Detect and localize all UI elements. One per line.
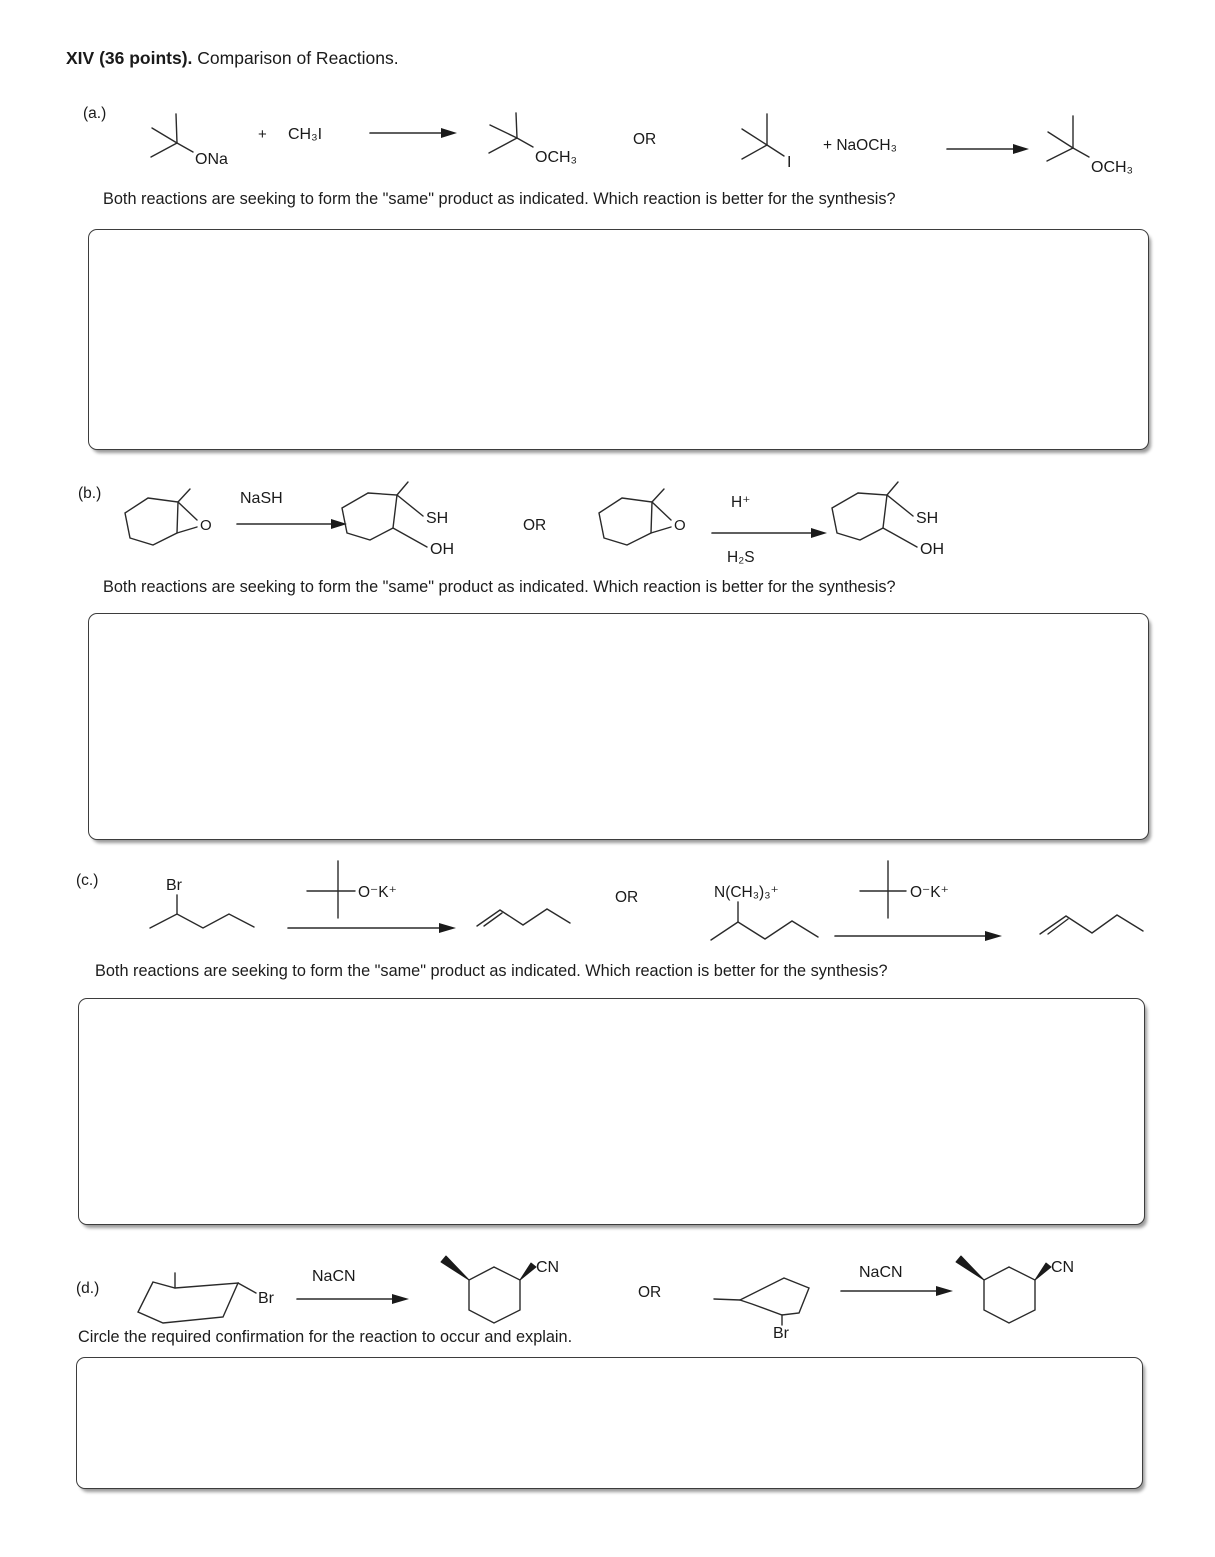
or-label-b: OR [523, 517, 547, 534]
question-d: Circle the required confirmation for the reaction to occur and explain. [78, 1328, 573, 1346]
structure-thiol-alcohol-2 [832, 482, 944, 558]
or-label-d: OR [638, 1284, 662, 1301]
och3-label-1: OCH₃ [535, 149, 578, 166]
tbuok-label-1: O⁻K⁺ [358, 884, 397, 901]
or-label-a: OR [633, 131, 657, 148]
oh-label-2: OH [920, 541, 944, 558]
ona-label: ONa [195, 151, 228, 168]
question-c: Both reactions are seeking to form the "same" product as indicated. Which reaction is better for the synthesis? [95, 962, 888, 980]
reaction-arrow-c2 [835, 931, 1002, 941]
nash-label: NaSH [240, 490, 283, 507]
structure-thiol-alcohol-1 [342, 482, 454, 558]
reaction-scheme-a [0, 95, 1215, 187]
reaction-arrow-a1 [370, 128, 457, 138]
br-label-c: Br [166, 877, 182, 894]
br-label-d1: Br [258, 1290, 274, 1307]
ch3i-label: CH₃I [288, 126, 323, 143]
structure-tbutoxide-sodium [151, 114, 228, 168]
answer-box-b[interactable] [88, 613, 1149, 840]
structure-bromocyclohexane-chair-2 [714, 1278, 809, 1342]
structure-1-pentene-1 [477, 909, 570, 926]
structure-potassium-tbutoxide-1 [307, 861, 397, 918]
structure-tbutyl-methyl-ether-1 [489, 113, 577, 166]
br-label-d2: Br [773, 1325, 789, 1342]
structure-tbutyl-methyl-ether-2 [1047, 116, 1133, 176]
or-label-c: OR [615, 889, 639, 906]
iodide-label: I [787, 154, 792, 171]
naoch3-label: + NaOCH₃ [823, 137, 897, 154]
och3-label-2: OCH₃ [1091, 159, 1134, 176]
tbuok-label-2: O⁻K⁺ [910, 884, 949, 901]
cn-label-2: CN [1051, 1259, 1075, 1276]
structure-methyl-epoxide-2 [599, 489, 686, 545]
reaction-arrow-b1 [237, 519, 347, 529]
structure-pentyl-trimethylammonium [711, 884, 818, 940]
structure-methyl-epoxide-1 [125, 489, 212, 545]
structure-cyanocyclohexane-2 [956, 1256, 1074, 1323]
reaction-arrow-b2 [712, 528, 827, 538]
answer-box-d[interactable] [76, 1357, 1143, 1489]
trimethylammonium-label: N(CH₃)₃⁺ [714, 884, 779, 901]
h2s-label: H₂S [727, 549, 755, 566]
reaction-arrow-d2 [841, 1286, 953, 1296]
structure-bromocyclohexane-chair-1 [138, 1273, 275, 1323]
page-title-text: Comparison of Reactions. [192, 48, 399, 68]
epoxide-oxygen-label-2: O [674, 517, 686, 534]
h-plus-label: H⁺ [731, 494, 751, 511]
section-c-label: (c.) [76, 872, 99, 889]
section-d-label: (d.) [76, 1280, 100, 1297]
question-a: Both reactions are seeking to form the "same" product as indicated. Which reaction is better for the synthesis? [103, 190, 896, 208]
answer-box-c[interactable] [78, 998, 1145, 1225]
cn-label-1: CN [536, 1259, 560, 1276]
page-title-number: XIV (36 points). [66, 48, 193, 68]
structure-1-pentene-2 [1040, 915, 1143, 934]
page-title [66, 48, 399, 69]
answer-box-a[interactable] [88, 229, 1149, 450]
reaction-scheme-b [0, 465, 1215, 577]
plus-sign: + [258, 126, 267, 143]
structure-tbutyl-iodide [742, 114, 791, 171]
section-a-label: (a.) [83, 105, 107, 122]
structure-cyanocyclohexane-1 [441, 1256, 559, 1323]
sh-label-1: SH [426, 510, 449, 527]
nacn-label-2: NaCN [859, 1264, 903, 1281]
question-b: Both reactions are seeking to form the "same" product as indicated. Which reaction is better for the synthesis? [103, 578, 896, 596]
oh-label-1: OH [430, 541, 454, 558]
reaction-arrow-a2 [947, 144, 1029, 154]
epoxide-oxygen-label-1: O [200, 517, 212, 534]
structure-2-bromopentane [150, 877, 254, 928]
structure-potassium-tbutoxide-2 [860, 861, 949, 918]
sh-label-2: SH [916, 510, 939, 527]
reaction-scheme-c [0, 850, 1215, 950]
reaction-arrow-c1 [288, 923, 456, 933]
section-b-label: (b.) [78, 485, 102, 502]
reaction-arrow-d1 [297, 1294, 409, 1304]
nacn-label-1: NaCN [312, 1268, 356, 1285]
